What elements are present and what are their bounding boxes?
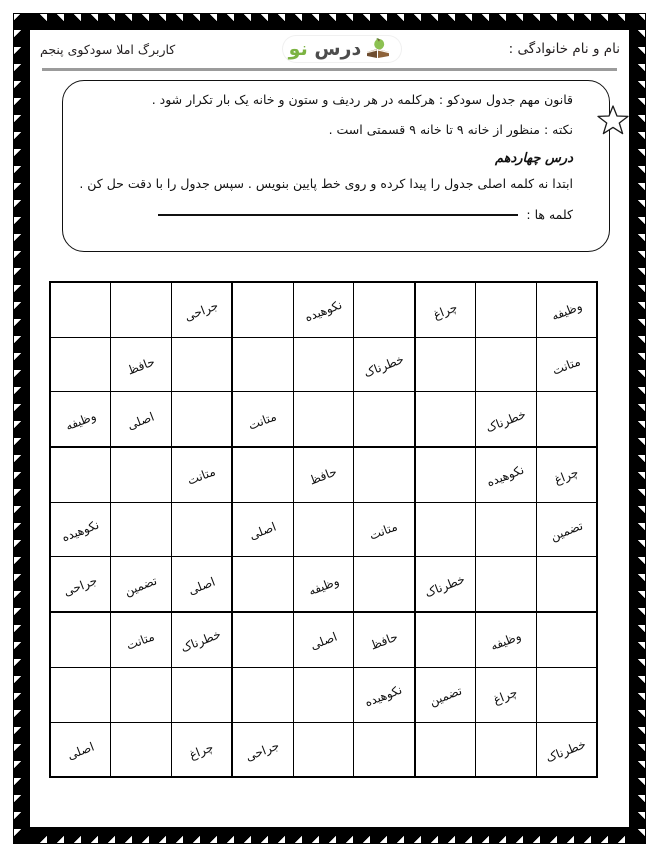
sudoku-cell-word: خطرناک <box>423 571 468 600</box>
sudoku-cell-filled[interactable] <box>232 502 293 557</box>
sudoku-cell-word: اصلی <box>185 574 217 598</box>
sudoku-cell-word: خطرناک <box>544 736 589 765</box>
sudoku-cell-word: چراغ <box>491 685 520 708</box>
sudoku-cell-word: حافظ <box>307 464 339 488</box>
sudoku-grid <box>49 281 599 778</box>
sudoku-cell-empty[interactable] <box>111 447 172 502</box>
sudoku-cell-filled[interactable] <box>50 722 111 777</box>
sudoku-cell-word: تضمین <box>427 683 464 709</box>
sudoku-cell-filled[interactable] <box>111 337 172 392</box>
sudoku-cell-filled[interactable] <box>111 612 172 667</box>
lesson-title: درس چهاردهم <box>494 150 573 166</box>
sudoku-cell-word: چراغ <box>187 739 216 762</box>
sudoku-cell-filled[interactable] <box>171 557 232 612</box>
sudoku-cell-empty[interactable] <box>171 392 232 447</box>
instruction-rule-line: قانون مهم جدول سودکو : هرکلمه در هر ردیف و ستون و خانه یک بار تکرار شود . <box>151 92 573 107</box>
sudoku-cell-empty[interactable] <box>415 612 476 667</box>
instruction-task-line: ابتدا نه کلمه اصلی جدول را پیدا کرده و روی خط پایین بنویس . سپس جدول را با دقت حل کن . <box>79 175 573 191</box>
sudoku-cell-filled[interactable] <box>50 502 111 557</box>
sudoku-cell-empty[interactable] <box>171 667 232 722</box>
decorative-border-right <box>629 13 646 844</box>
sudoku-cell-word: اصلی <box>307 630 339 653</box>
sudoku-cell-word: خطرناک <box>361 352 406 381</box>
sudoku-cell-word: وظیفه <box>63 408 98 433</box>
sudoku-cell-word: خطرناک <box>483 406 528 435</box>
sudoku-cell-word: وظیفه <box>488 629 523 654</box>
sudoku-cell-filled[interactable] <box>536 502 597 557</box>
sudoku-cell-filled[interactable] <box>111 557 172 612</box>
page-header <box>40 28 620 70</box>
sudoku-cell-empty[interactable] <box>232 282 293 337</box>
sudoku-cell-empty[interactable] <box>476 722 537 777</box>
sudoku-cell-word: نکوهیده <box>59 517 101 545</box>
sudoku-cell-filled[interactable] <box>293 612 354 667</box>
sudoku-cell-empty[interactable] <box>50 337 111 392</box>
sudoku-cell-filled[interactable] <box>293 557 354 612</box>
sudoku-cell-empty[interactable] <box>354 392 415 447</box>
worksheet-subject-label: کاربرگ املا سودکوی پنجم <box>40 41 176 57</box>
sudoku-row <box>50 612 598 667</box>
sudoku-cell-word: متانت <box>185 464 218 489</box>
sudoku-cell-word: متانت <box>367 519 400 543</box>
sudoku-cell-filled[interactable] <box>232 392 293 447</box>
site-logo <box>283 36 402 62</box>
sudoku-cell-filled[interactable] <box>354 337 415 392</box>
words-answer-line[interactable] <box>158 214 518 216</box>
sudoku-cell-empty[interactable] <box>536 557 597 612</box>
sudoku-row <box>50 722 598 777</box>
sudoku-cell-word: تضمین <box>548 518 585 544</box>
sudoku-cell-word: حافظ <box>368 629 400 654</box>
sudoku-cell-empty[interactable] <box>232 557 293 612</box>
sudoku-row <box>50 337 598 392</box>
words-answer-row <box>85 207 573 222</box>
sudoku-cell-empty[interactable] <box>293 722 354 777</box>
sudoku-cell-empty[interactable] <box>415 722 476 777</box>
instruction-note-line: نکته : منظور از خانه ۹ تا خانه ۹ قسمتی است . <box>328 121 573 137</box>
decorative-border-bottom <box>13 827 646 844</box>
sudoku-cell-empty[interactable] <box>50 667 111 722</box>
sudoku-cell-empty[interactable] <box>354 557 415 612</box>
sudoku-cell-word: خطرناک <box>179 627 224 656</box>
sudoku-cell-empty[interactable] <box>50 447 111 502</box>
sudoku-cell-word: حافظ <box>125 354 157 378</box>
sudoku-cell-empty[interactable] <box>111 667 172 722</box>
sudoku-cell-filled[interactable] <box>293 282 354 337</box>
sudoku-cell-word: اصلی <box>64 739 96 763</box>
sudoku-cell-word: چراغ <box>431 300 460 323</box>
sudoku-row <box>50 447 598 502</box>
sudoku-cell-empty[interactable] <box>354 282 415 337</box>
sudoku-cell-filled[interactable] <box>354 612 415 667</box>
sudoku-cell-word: متانت <box>550 354 583 378</box>
sudoku-cell-filled[interactable] <box>415 557 476 612</box>
sudoku-cell-empty[interactable] <box>232 612 293 667</box>
star-icon <box>596 103 630 137</box>
sudoku-cell-word: نکوهیده <box>302 297 344 325</box>
sudoku-grid-container <box>59 281 598 765</box>
sudoku-row <box>50 282 598 337</box>
sudoku-row <box>50 667 598 722</box>
sudoku-cell-filled[interactable] <box>536 447 597 502</box>
sudoku-cell-filled[interactable] <box>293 447 354 502</box>
sudoku-cell-empty[interactable] <box>293 392 354 447</box>
sudoku-cell-empty[interactable] <box>50 612 111 667</box>
sudoku-cell-word: وظیفه <box>549 299 584 324</box>
sudoku-cell-empty[interactable] <box>232 667 293 722</box>
sudoku-cell-empty[interactable] <box>415 502 476 557</box>
sudoku-cell-filled[interactable] <box>476 667 537 722</box>
sudoku-cell-empty[interactable] <box>476 557 537 612</box>
sudoku-row <box>50 392 598 447</box>
sudoku-cell-filled[interactable] <box>536 282 597 337</box>
sudoku-cell-filled[interactable] <box>476 392 537 447</box>
sudoku-cell-empty[interactable] <box>415 392 476 447</box>
logo-text-darss: درس <box>314 37 362 60</box>
sudoku-cell-empty[interactable] <box>293 337 354 392</box>
sudoku-cell-filled[interactable] <box>171 722 232 777</box>
sudoku-cell-empty[interactable] <box>111 722 172 777</box>
sudoku-cell-word: متانت <box>124 629 157 654</box>
sudoku-cell-word: جراحی <box>182 298 220 325</box>
sudoku-row <box>50 502 598 557</box>
sudoku-cell-filled[interactable] <box>354 502 415 557</box>
sudoku-cell-empty[interactable] <box>476 502 537 557</box>
student-name-label: نام و نام خانوادگی : <box>508 41 620 57</box>
sudoku-cell-empty[interactable] <box>111 502 172 557</box>
sudoku-cell-empty[interactable] <box>171 502 232 557</box>
sudoku-cell-word: متانت <box>246 409 279 433</box>
sudoku-cell-filled[interactable] <box>415 282 476 337</box>
sudoku-cell-filled[interactable] <box>354 667 415 722</box>
sudoku-cell-filled[interactable] <box>476 612 537 667</box>
sudoku-cell-filled[interactable] <box>476 447 537 502</box>
logo-text-no: نو <box>288 37 308 60</box>
sudoku-cell-word: جراحی <box>243 738 282 764</box>
sudoku-cell-empty[interactable] <box>415 337 476 392</box>
sudoku-cell-word: اصلی <box>125 409 157 433</box>
sudoku-cell-empty[interactable] <box>111 282 172 337</box>
sudoku-cell-empty[interactable] <box>293 667 354 722</box>
sudoku-cell-filled[interactable] <box>50 392 111 447</box>
sudoku-cell-word: تضمین <box>122 573 159 599</box>
sudoku-cell-empty[interactable] <box>354 722 415 777</box>
decorative-border-left <box>13 13 30 844</box>
instructions-box <box>62 80 610 252</box>
sudoku-cell-empty[interactable] <box>232 447 293 502</box>
sudoku-cell-filled[interactable] <box>415 667 476 722</box>
sudoku-row <box>50 557 598 612</box>
sudoku-cell-empty[interactable] <box>476 337 537 392</box>
sudoku-cell-filled[interactable] <box>171 282 232 337</box>
sudoku-cell-empty[interactable] <box>171 337 232 392</box>
sudoku-cell-filled[interactable] <box>536 722 597 777</box>
logo-text <box>288 37 362 60</box>
sudoku-cell-filled[interactable] <box>111 392 172 447</box>
sudoku-cell-word: وظیفه <box>306 573 341 598</box>
sudoku-body <box>50 282 598 777</box>
words-label: کلمه ها : <box>526 207 573 223</box>
sudoku-cell-empty[interactable] <box>536 612 597 667</box>
sudoku-cell-filled[interactable] <box>536 337 597 392</box>
sudoku-cell-empty[interactable] <box>476 282 537 337</box>
sudoku-cell-filled[interactable] <box>50 557 111 612</box>
instructions-content <box>63 81 609 251</box>
sudoku-cell-empty[interactable] <box>50 282 111 337</box>
sudoku-cell-filled[interactable] <box>232 722 293 777</box>
sudoku-cell-empty[interactable] <box>536 667 597 722</box>
decorative-border-top <box>13 13 646 30</box>
sudoku-cell-word: اصلی <box>247 519 279 543</box>
sudoku-cell-empty[interactable] <box>293 502 354 557</box>
sudoku-cell-word: جراحی <box>61 573 99 599</box>
sudoku-cell-word: نکوهیده <box>363 682 405 710</box>
sudoku-cell-empty[interactable] <box>354 447 415 502</box>
sudoku-cell-empty[interactable] <box>536 392 597 447</box>
header-divider <box>42 68 617 71</box>
book-apple-logo-icon <box>365 38 391 60</box>
sudoku-cell-filled[interactable] <box>171 612 232 667</box>
sudoku-cell-filled[interactable] <box>171 447 232 502</box>
sudoku-cell-empty[interactable] <box>232 337 293 392</box>
sudoku-cell-empty[interactable] <box>415 447 476 502</box>
sudoku-cell-word: چراغ <box>552 465 581 488</box>
sudoku-cell-word: نکوهیده <box>485 462 527 490</box>
